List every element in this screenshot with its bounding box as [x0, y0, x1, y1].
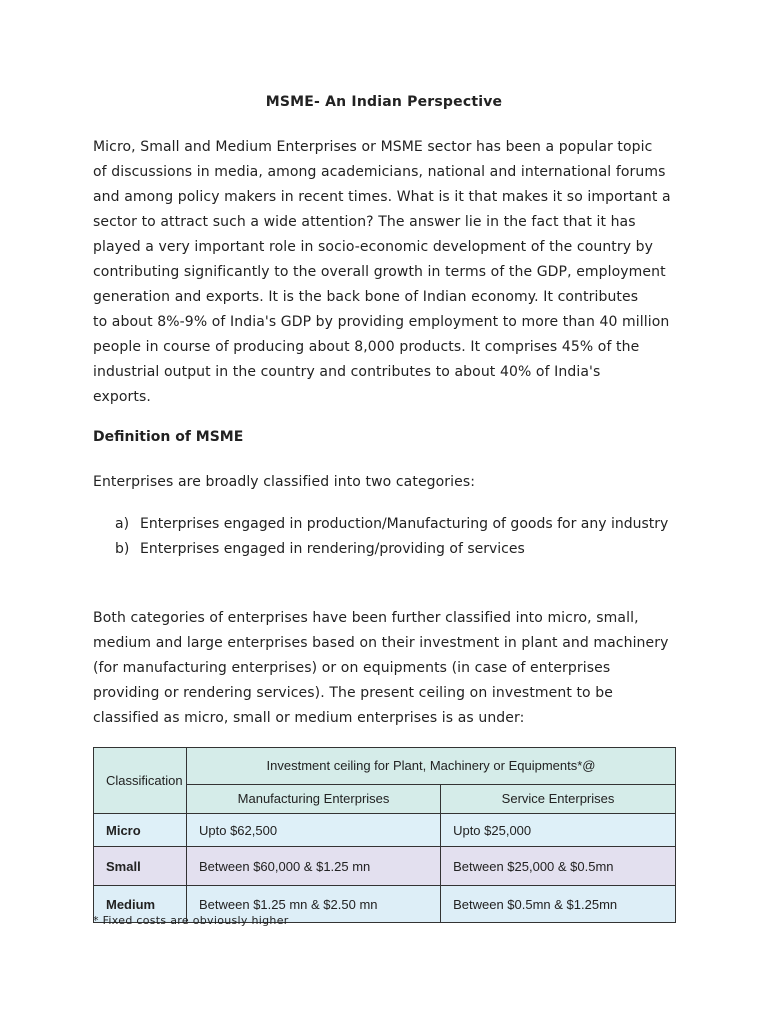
classification-line: medium and large enterprises based on their investment in plant and machinery	[93, 635, 669, 651]
intro-line: contributing significantly to the overall growth in terms of the GDP, employment	[93, 264, 666, 280]
classification-header: Classification	[94, 748, 187, 814]
classification-line: providing or rendering services). The present ceiling on investment to be	[93, 685, 613, 701]
service-ceiling: Between $25,000 & $0.5mn	[441, 847, 676, 886]
intro-line: to about 8%-9% of India's GDP by providing employment to more than 40 million	[93, 314, 670, 330]
list-marker: b)	[115, 541, 130, 557]
classification-line: classified as micro, small or medium enterprises is as under:	[93, 710, 525, 726]
list-item-text: Enterprises engaged in rendering/providing of services	[140, 541, 525, 557]
manufacturing-header: Manufacturing Enterprises	[187, 784, 441, 813]
investment-ceiling-header: Investment ceiling for Plant, Machinery or Equipments*@	[187, 748, 676, 785]
document-title: MSME- An Indian Perspective	[265, 94, 503, 110]
table-row	[94, 847, 676, 886]
list-marker: a)	[115, 516, 130, 532]
intro-line: exports.	[93, 389, 151, 405]
list-item	[115, 537, 675, 562]
category-list	[115, 512, 675, 562]
intro-line: generation and exports. It is the back bone of Indian economy. It contributes	[93, 289, 639, 305]
list-item	[115, 512, 675, 537]
service-header: Service Enterprises	[441, 784, 676, 813]
classification-paragraph	[93, 606, 683, 731]
row-classification: Micro	[94, 814, 187, 847]
service-ceiling: Between $0.5mn & $1.25mn	[441, 886, 676, 923]
definition-heading: Definition of MSME	[93, 429, 244, 445]
categories-intro: Enterprises are broadly classified into two categories:	[93, 474, 476, 490]
footnote: * Fixed costs are obviously higher	[93, 914, 289, 927]
intro-line: and among policy makers in recent times. What is it that makes it so important a	[93, 189, 671, 205]
manufacturing-ceiling: Between $60,000 & $1.25 mn	[187, 847, 441, 886]
intro-line: played a very important role in socio-economic development of the country by	[93, 239, 654, 255]
intro-paragraph	[93, 135, 683, 410]
service-ceiling: Upto $25,000	[441, 814, 676, 847]
list-item-text: Enterprises engaged in production/Manufacturing of goods for any industry	[140, 516, 669, 532]
intro-line: people in course of producing about 8,000 products. It comprises 45% of the	[93, 339, 640, 355]
row-classification: Medium	[94, 886, 187, 923]
table-row	[94, 814, 676, 847]
investment-ceiling-table	[93, 747, 676, 923]
manufacturing-ceiling: Between $1.25 mn & $2.50 mn	[187, 886, 441, 923]
intro-line: Micro, Small and Medium Enterprises or MSME sector has been a popular topic	[93, 139, 653, 155]
intro-line: sector to attract such a wide attention? The answer lie in the fact that it has	[93, 214, 636, 230]
intro-line: industrial output in the country and contributes to about 40% of India's	[93, 364, 601, 380]
row-classification: Small	[94, 847, 187, 886]
manufacturing-ceiling: Upto $62,500	[187, 814, 441, 847]
classification-line: Both categories of enterprises have been further classified into micro, small,	[93, 610, 639, 626]
classification-line: (for manufacturing enterprises) or on equipments (in case of enterprises	[93, 660, 611, 676]
intro-line: of discussions in media, among academicians, national and international forums	[93, 164, 666, 180]
